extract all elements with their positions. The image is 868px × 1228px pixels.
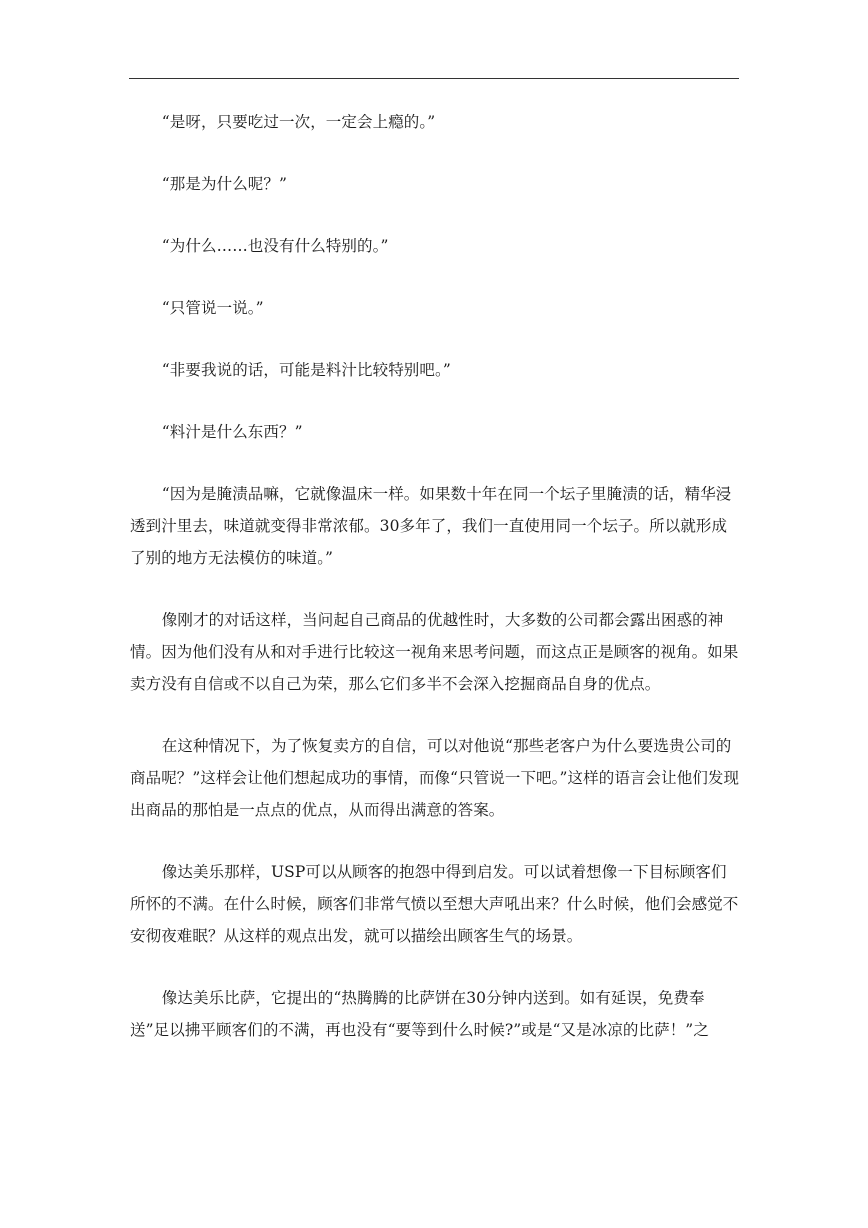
paragraph: “为什么……也没有什么特别的。”	[161, 237, 389, 255]
paragraph: 像达美乐比萨，它提出的“热腾腾的比萨饼在30分钟内送到。如有延误，免费奉送”足以拂平顾客们的不满，再也没有“要等到什么时候?”或是“又是冰凉的比萨！”之	[130, 989, 709, 1039]
paragraph: “是呀，只要吃过一次，一定会上瘾的。”	[161, 113, 436, 131]
paragraph: 像达美乐那样，USP可以从顾客的抱怨中得到启发。可以试着想像一下目标顾客们所怀的不满。在什么时候，顾客们非常气愤以至想大声吼出来？什么时候，他们会感觉不安彻夜难眠？从这样的观点出发，就可以描绘出顾客生气的场景。	[130, 863, 739, 945]
paragraph: 在这种情况下，为了恢复卖方的自信，可以对他说“那些老客户为什么要选贵公司的商品呢？”这样会让他们想起成功的事情，而像“只管说一下吧。”这样的语言会让他们发现出商品的那怕是一点点的优点，从而得出满意的答案。	[130, 737, 740, 819]
paragraph: “料汁是什么东西？”	[161, 423, 303, 441]
paragraph: “因为是腌渍品嘛，它就像温床一样。如果数十年在同一个坛子里腌渍的话，精华浸透到汁里去，味道就变得非常浓郁。30多年了，我们一直使用同一个坛子。所以就形成了别的地方无法模仿的味道。”	[130, 485, 732, 567]
paragraph: 像刚才的对话这样，当问起自己商品的优越性时，大多数的公司都会露出困惑的神情。因为他们没有从和对手进行比较这一视角来思考问题，而这点正是顾客的视角。如果卖方没有自信或不以自己为荣，那么它们多半不会深入挖掘商品自身的优点。	[130, 611, 739, 693]
paragraph: “只管说一说。”	[161, 299, 264, 317]
document-body	[130, 106, 740, 1076]
paragraph: “非要我说的话，可能是料汁比较特别吧。”	[161, 361, 451, 379]
header-rule	[129, 78, 739, 79]
paragraph: “那是为什么呢？”	[161, 175, 288, 193]
